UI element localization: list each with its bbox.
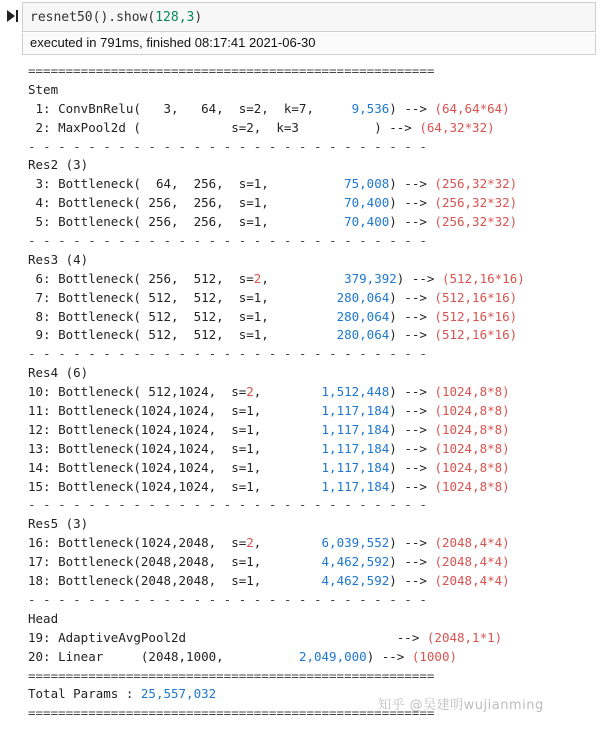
stage-title: Res3 (4) <box>28 251 89 267</box>
params-pad <box>261 441 321 456</box>
layer-row <box>28 100 525 119</box>
param-count: 1,117,184 <box>321 478 390 494</box>
params-pad: , <box>261 270 345 286</box>
layer-desc: Bottleneck( 512, 512, s=1, <box>58 289 269 305</box>
output-shape: (2048,1*1) <box>426 629 503 645</box>
output-shape: (512,16*16) <box>434 327 518 343</box>
layer-row <box>28 213 525 232</box>
layer-row <box>28 648 525 667</box>
arrow: ) --> <box>374 119 412 135</box>
arrow: ) --> <box>389 327 427 343</box>
layer-index: 7: <box>28 289 51 305</box>
layer-index: 18: <box>28 573 51 589</box>
layer-index: 1: <box>28 100 51 116</box>
layer-index: 10: <box>28 384 51 400</box>
cell-output <box>28 62 525 723</box>
layer-desc: Bottleneck( 256, 256, s=1, <box>58 195 269 211</box>
layer-row <box>28 270 525 289</box>
output-shape: (64,64*64) <box>434 100 510 116</box>
output-shape: (1000) <box>411 648 458 664</box>
param-count: 2,049,000 <box>298 648 367 664</box>
layer-row <box>28 175 525 194</box>
arrow: ) --> <box>389 478 427 494</box>
stage-title: Res5 (3) <box>28 516 89 532</box>
params-pad <box>261 460 321 475</box>
output-shape: (64,32*32) <box>419 119 495 135</box>
layer-desc: Bottleneck(1024,1024, s=1, <box>58 421 262 437</box>
layer-index: 15: <box>28 478 51 494</box>
params-pad: , <box>253 535 322 551</box>
params-pad <box>269 195 344 210</box>
layer-row <box>28 308 525 327</box>
arrow: ) --> <box>389 100 427 116</box>
stage-title: Head <box>28 610 59 626</box>
stride-value: 2 <box>253 270 262 286</box>
arrow: ) --> <box>389 308 427 324</box>
layer-index: 8: <box>28 308 51 324</box>
output-shape: (1024,8*8) <box>434 440 510 456</box>
params-pad <box>269 214 344 229</box>
params-pad <box>269 327 337 342</box>
layer-row <box>28 119 525 138</box>
layer-index: 13: <box>28 440 51 456</box>
stride-value: 2 <box>246 535 254 551</box>
code-text[interactable] <box>30 9 202 26</box>
params-pad <box>261 422 321 437</box>
separator-dash: - - - - - - - - - - - - - - - - - - - - - - - - - - - <box>28 346 427 362</box>
layer-row <box>28 289 525 308</box>
layer-desc: Bottleneck( 512, 512, s=1, <box>58 308 269 324</box>
layer-index: 16: <box>28 535 51 551</box>
output-shape: (1024,8*8) <box>434 403 510 419</box>
layer-desc: Bottleneck(2048,2048, s=1, <box>58 554 262 570</box>
layer-desc: Linear (2048,1000, <box>58 648 224 664</box>
layer-desc: AdaptiveAvgPool2d <box>58 629 187 645</box>
output-shape: (1024,8*8) <box>434 459 510 475</box>
layer-index: 2: <box>28 119 51 135</box>
layer-row <box>28 383 525 402</box>
param-count: 280,064 <box>336 308 390 324</box>
layer-index: 20: <box>28 648 51 664</box>
output-shape: (2048,4*4) <box>434 573 510 589</box>
code-call: resnet50().show( <box>30 10 156 25</box>
separator-double: ====================================================== <box>28 705 435 721</box>
layer-desc: Bottleneck(1024,2048, s= <box>58 535 247 551</box>
stride-value: 2 <box>246 384 254 400</box>
layer-row <box>28 572 525 591</box>
run-cell-icon[interactable] <box>5 9 19 23</box>
arrow: ) --> <box>396 270 435 286</box>
output-shape: (512,16*16) <box>441 270 525 286</box>
stage-title: Stem <box>28 81 59 97</box>
param-count: 280,064 <box>336 289 390 305</box>
params-pad <box>269 290 337 305</box>
param-count: 1,117,184 <box>321 403 390 419</box>
params-pad <box>261 573 321 588</box>
layer-desc: Bottleneck( 512, 512, s=1, <box>58 327 269 343</box>
layer-desc: Bottleneck( 512,1024, s= <box>58 384 247 400</box>
arrow: ) --> <box>389 573 427 589</box>
layer-index: 5: <box>28 214 51 230</box>
param-count: 9,536 <box>351 100 390 116</box>
output-shape: (1024,8*8) <box>434 478 510 494</box>
layer-row <box>28 421 525 440</box>
layer-row <box>28 534 525 553</box>
param-count: 70,400 <box>344 195 390 211</box>
params-pad <box>261 403 321 418</box>
arrow: ) --> <box>366 648 405 664</box>
separator-double: ====================================================== <box>28 667 435 683</box>
arrow: --> <box>381 629 420 645</box>
arrow: ) --> <box>389 535 427 551</box>
arrow: ) --> <box>389 554 427 570</box>
layer-row <box>28 326 525 345</box>
separator-dash: - - - - - - - - - - - - - - - - - - - - - - - - - - - <box>28 233 427 249</box>
layer-row <box>28 194 525 213</box>
separator-dash: - - - - - - - - - - - - - - - - - - - - - - - - - - - <box>28 591 427 607</box>
arrow: ) --> <box>389 384 427 400</box>
layer-desc: Bottleneck(1024,1024, s=1, <box>58 403 262 419</box>
layer-desc: MaxPool2d ( s=2, k=3 <box>58 119 299 135</box>
layer-index: 17: <box>28 554 51 570</box>
param-count: 280,064 <box>336 327 390 343</box>
arrow: ) --> <box>389 421 427 437</box>
layer-index: 14: <box>28 459 51 475</box>
arrow: ) --> <box>389 459 427 475</box>
params-pad <box>299 120 374 135</box>
code-args: 128,3 <box>155 10 195 25</box>
layer-index: 11: <box>28 403 51 419</box>
output-shape: (2048,4*4) <box>434 554 510 570</box>
watermark: 知乎 @吴建明wujianming <box>378 698 544 713</box>
layer-row <box>28 553 525 572</box>
layer-index: 19: <box>28 629 51 645</box>
param-count: 1,117,184 <box>321 440 390 456</box>
params-pad <box>224 649 299 664</box>
separator-dash: - - - - - - - - - - - - - - - - - - - - - - - - - - - <box>28 138 427 154</box>
arrow: ) --> <box>389 440 427 456</box>
param-count: 1,117,184 <box>321 421 390 437</box>
execution-status: executed in 791ms, finished 08:17:41 2021-06-30 <box>22 33 596 55</box>
param-count: 4,462,592 <box>321 554 390 570</box>
output-shape: (512,16*16) <box>434 308 518 324</box>
layer-index: 12: <box>28 421 51 437</box>
layer-row <box>28 629 525 648</box>
layer-desc: Bottleneck( 256, 256, s=1, <box>58 214 269 230</box>
total-params-label: Total Params : <box>28 686 141 702</box>
layer-desc: Bottleneck(1024,1024, s=1, <box>58 478 262 494</box>
arrow: ) --> <box>389 289 427 305</box>
layer-desc: Bottleneck(1024,1024, s=1, <box>58 440 262 456</box>
param-count: 70,400 <box>344 214 390 230</box>
param-count: 379,392 <box>344 270 397 286</box>
layer-index: 9: <box>28 327 51 343</box>
output-shape: (256,32*32) <box>434 195 518 211</box>
layer-index: 6: <box>28 270 51 286</box>
param-count: 1,117,184 <box>321 459 390 475</box>
total-params-value: 25,557,032 <box>140 686 217 702</box>
code-input-cell[interactable] <box>22 2 596 32</box>
layer-desc: Bottleneck( 256, 512, s= <box>58 270 254 286</box>
separator-dash: - - - - - - - - - - - - - - - - - - - - - - - - - - - <box>28 497 427 513</box>
stage-title: Res2 (3) <box>28 157 89 173</box>
params-pad <box>314 101 352 116</box>
arrow: ) --> <box>389 176 427 192</box>
output-shape: (2048,4*4) <box>434 535 510 551</box>
params-pad: , <box>253 384 322 400</box>
layer-desc: Bottleneck( 64, 256, s=1, <box>58 176 269 192</box>
separator-double: ====================================================== <box>28 63 435 78</box>
layer-index: 4: <box>28 195 51 211</box>
layer-row <box>28 478 525 497</box>
layer-index: 3: <box>28 176 51 192</box>
code-close: ) <box>194 10 203 25</box>
arrow: ) --> <box>389 214 427 230</box>
layer-row <box>28 440 525 459</box>
output-shape: (512,16*16) <box>434 289 518 305</box>
params-pad <box>269 309 337 324</box>
param-count: 75,008 <box>344 176 390 192</box>
arrow: ) --> <box>389 195 427 211</box>
params-pad <box>186 630 382 645</box>
output-shape: (256,32*32) <box>434 214 518 230</box>
stage-title: Res4 (6) <box>28 365 89 381</box>
param-count: 6,039,552 <box>321 535 390 551</box>
layer-desc: Bottleneck(2048,2048, s=1, <box>58 573 262 589</box>
arrow: ) --> <box>389 403 427 419</box>
params-pad <box>269 176 344 191</box>
layer-desc: ConvBnRelu( 3, 64, s=2, k=7, <box>58 100 314 116</box>
output-shape: (256,32*32) <box>434 176 518 192</box>
output-shape: (1024,8*8) <box>434 421 510 437</box>
params-pad <box>261 479 321 494</box>
param-count: 1,512,448 <box>321 384 390 400</box>
layer-row <box>28 459 525 478</box>
layer-desc: Bottleneck(1024,1024, s=1, <box>58 459 262 475</box>
layer-row <box>28 402 525 421</box>
params-pad <box>261 554 321 569</box>
param-count: 4,462,592 <box>321 573 390 589</box>
output-shape: (1024,8*8) <box>434 384 510 400</box>
